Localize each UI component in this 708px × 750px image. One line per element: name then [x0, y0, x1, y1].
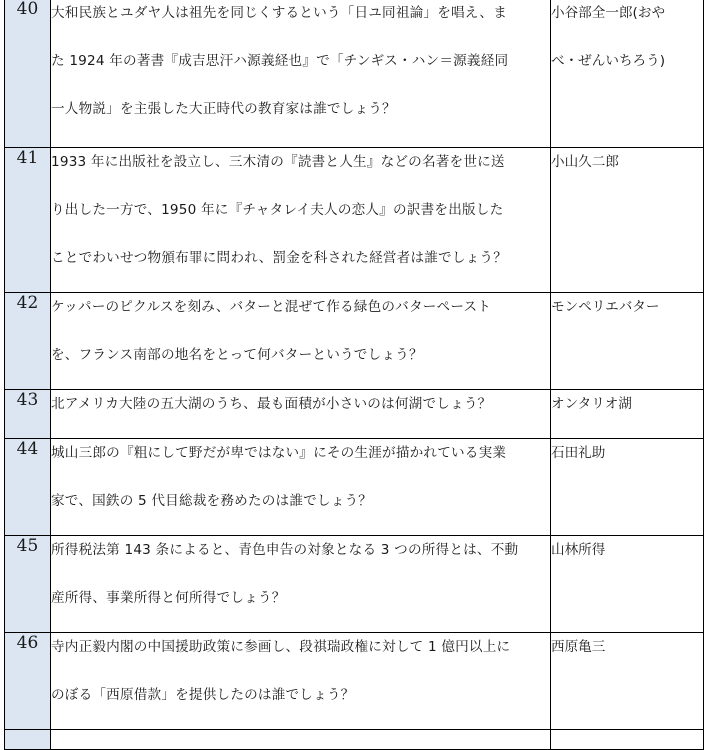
answer-line: 石田礼助 [551, 445, 606, 461]
question-text [51, 536, 551, 633]
answer-text [551, 0, 704, 148]
question-number [5, 730, 51, 750]
question-number: 46 [5, 633, 51, 730]
question-text [51, 633, 551, 730]
quiz-table [4, 0, 704, 750]
answer-line: 山林所得 [551, 542, 606, 558]
question-number: 42 [5, 293, 51, 390]
question-line: ことでわいせつ物頒布罪に問われ、罰金を科された経営者は誰でしょう？ [51, 250, 508, 266]
question-line: 城山三郎の『粗にして野だが卑ではない』にその生涯が描かれている実業 [51, 445, 507, 461]
question-number: 44 [5, 439, 51, 536]
table-row [5, 439, 704, 536]
answer-text [551, 730, 704, 750]
answer-line: べ・ぜんいちろう) [551, 53, 666, 69]
question-number: 43 [5, 390, 51, 439]
question-text [51, 148, 551, 293]
answer-line: オンタリオ湖 [551, 396, 632, 412]
question-text [51, 293, 551, 390]
answer-line: 小山久二郎 [551, 154, 619, 170]
table-row [5, 536, 704, 633]
question-line: 所得税法第 143 条によると、青色申告の対象となる 3 つの所得とは、不動 [51, 542, 519, 558]
table-row [5, 148, 704, 293]
table-row [5, 0, 704, 148]
question-text [51, 439, 551, 536]
answer-line: 小谷部全一郎(おや [551, 5, 666, 21]
answer-text [551, 439, 704, 536]
question-line: 一人物説」を主張した大正時代の教育家は誰でしょう？ [51, 101, 396, 117]
question-number: 45 [5, 536, 51, 633]
table-row [5, 633, 704, 730]
answer-text [551, 148, 704, 293]
question-line: ケッパーのピクルスを刻み、バターと混ぜて作る緑色のバターペースト [51, 299, 492, 315]
question-line: 大和民族とユダヤ人は祖先を同じくするという「日ユ同祖論」を唱え、ま [51, 5, 508, 21]
question-line: 産所得、事業所得と何所得でしょう？ [51, 590, 286, 606]
question-line: を、フランス南部の地名をとって何バターというでしょう？ [51, 347, 423, 363]
question-line: のぼる「西原借款」を提供したのは誰でしょう？ [51, 687, 355, 703]
question-line: 家で、国鉄の 5 代目総裁を務めたのは誰でしょう？ [51, 493, 373, 509]
question-text [51, 730, 551, 750]
table-row [5, 390, 704, 439]
answer-text [551, 633, 704, 730]
question-number: 40 [5, 0, 51, 148]
question-text [51, 390, 551, 439]
table-row [5, 293, 704, 390]
answer-line: モンペリエバター [551, 299, 660, 315]
answer-text [551, 536, 704, 633]
question-line: 1933 年に出版社を設立し、三木清の『読書と人生』などの名著を世に送 [51, 154, 505, 170]
question-number: 41 [5, 148, 51, 293]
answer-text [551, 293, 704, 390]
answer-line: 西原亀三 [551, 639, 606, 655]
question-line: 寺内正毅内閣の中国援助政策に参画し、段祺瑞政権に対して 1 億円以上に [51, 639, 511, 655]
question-line: り出した一方で、1950 年に『チャタレイ夫人の恋人』の訳書を出版した [51, 202, 504, 218]
quiz-table-body [5, 0, 704, 750]
question-text [51, 0, 551, 148]
answer-text [551, 390, 704, 439]
table-row [5, 730, 704, 750]
question-line: 北アメリカ大陸の五大湖のうち、最も面積が小さいのは何湖でしょう？ [51, 396, 492, 412]
question-line: た 1924 年の著書『成吉思汗ハ源義経也』で「チンギス・ハン＝源義経同 [51, 53, 509, 69]
